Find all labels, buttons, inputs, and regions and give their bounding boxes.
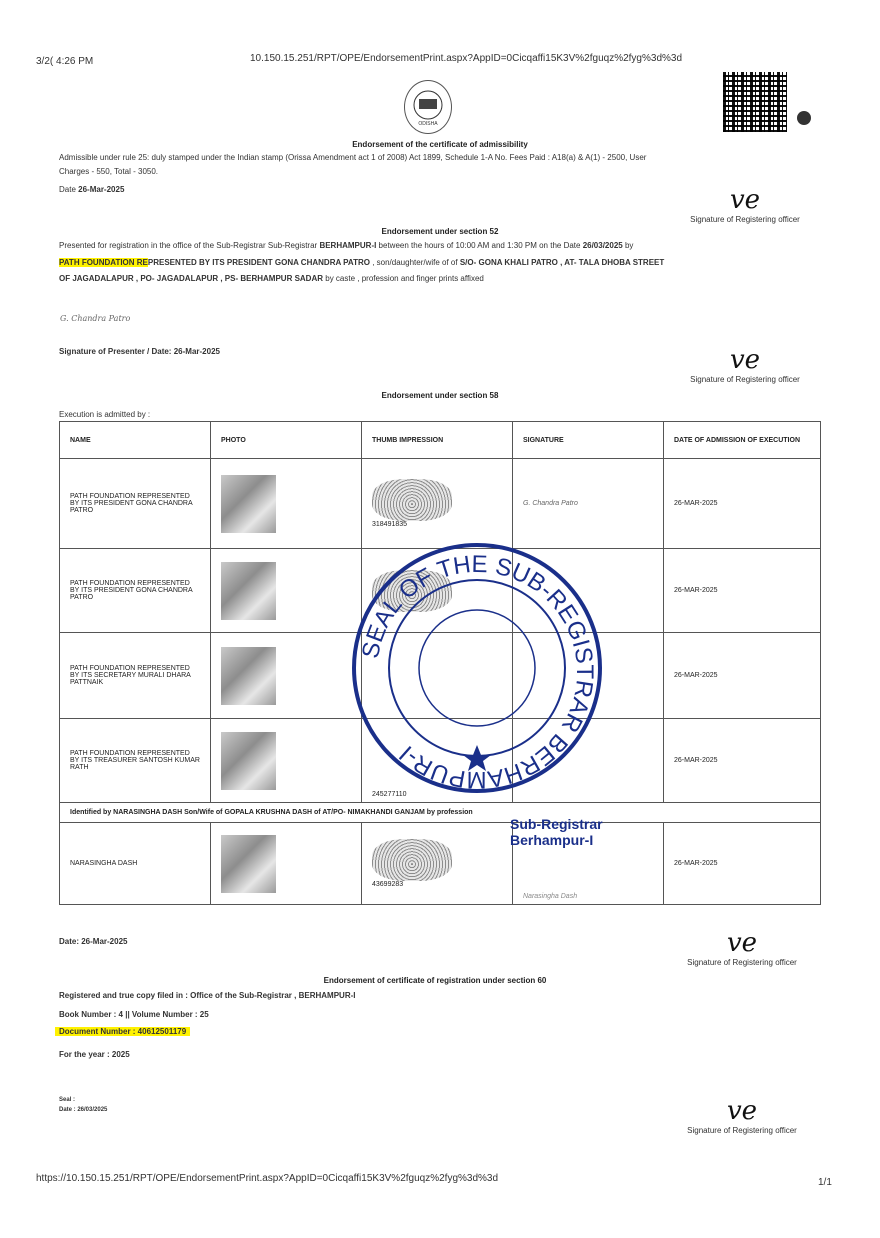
executant-photo bbox=[221, 732, 276, 790]
section52-line3: OF JAGADALAPUR , PO- JAGADALAPUR , PS- BERHAMPUR SADAR by caste , profession and finger prints affixed bbox=[59, 274, 484, 283]
section52-line1: Presented for registration in the office of the Sub-Registrar Sub-Registrar BERHAMPUR-I between the hours of 10:00 AM and 1:30 PM on the Date 26/03/2025 by bbox=[59, 241, 634, 250]
registration-year: For the year : 2025 bbox=[59, 1050, 130, 1059]
presenter-signature-label: Signature of Presenter / Date: 26-Mar-2025 bbox=[59, 347, 220, 356]
print-datetime: 3/2( 4:26 PM bbox=[36, 56, 94, 67]
seal-label: Seal : bbox=[59, 1097, 76, 1103]
footer-url: https://10.150.15.251/RPT/OPE/EndorsementPrint.aspx?AppID=0Cicqaffi15K3V%2fguqz%2fyg%3d%3d bbox=[36, 1173, 499, 1184]
identifier-photo bbox=[221, 835, 276, 893]
section58-title: Endorsement under section 58 bbox=[381, 391, 499, 400]
executant-photo bbox=[221, 647, 276, 705]
registered-filed-in: Registered and true copy filed in : Office of the Sub-Registrar , BERHAMPUR-I bbox=[59, 991, 356, 1000]
execution-admitted-label: Execution is admitted by : bbox=[59, 410, 151, 419]
table-row: NARASINGHA DASH 43699283 Narasingha Dash 26-MAR-2025 bbox=[60, 823, 821, 905]
presenter-signature: G. Chandra Patro bbox=[60, 314, 131, 323]
identified-by-row: Identified by NARASINGHA DASH Son/Wife of GOPALA KRUSHNA DASH of AT/PO- NIMAKHANDI GANJAM by profession bbox=[60, 803, 821, 823]
executant-photo bbox=[221, 562, 276, 620]
section60-title: Endorsement of certificate of registration under section 60 bbox=[323, 976, 547, 985]
print-url: 10.150.15.251/RPT/OPE/EndorsementPrint.aspx?AppID=0Cicqaffi15K3V%2fguqz%2fyg%3d%3d bbox=[250, 53, 683, 64]
section58-date: Date: 26-Mar-2025 bbox=[59, 937, 128, 946]
admissibility-date: Date 26-Mar-2025 bbox=[59, 185, 125, 194]
section52-line2: PATH FOUNDATION REPRESENTED BY ITS PRESIDENT GONA CHANDRA PATRO , son/daughter/wife of of S/O- GONA KHALI PATRO , AT- TALA DHOBA STREET bbox=[59, 258, 665, 267]
table-row: PATH FOUNDATION REPRESENTED BY ITS PRESIDENT GONA CHANDRA PATRO 26-MAR-2025 bbox=[60, 549, 821, 633]
admissibility-title: Endorsement of the certificate of admissibility bbox=[352, 140, 528, 149]
page-number: 1/1 bbox=[818, 1177, 832, 1188]
officer-signature-3: ve Signature of Registering officer bbox=[687, 928, 797, 967]
emblem-icon bbox=[404, 80, 452, 134]
admissibility-line2: Charges - 550, Total - 3050. bbox=[59, 167, 159, 176]
section52-title: Endorsement under section 52 bbox=[381, 227, 499, 236]
svg-text:SEAL OF THE SUB-REGISTRAR BERH: SEAL OF THE SUB-REGISTRAR BERHAMPUR-I bbox=[356, 550, 599, 794]
admissibility-line1: Admissible under rule 25: duly stamped under the Indian stamp (Orissa Amendment act 1 of 2008) Act 1899, Schedule 1-A No. Fees Paid : A18(a) & A(1) - 2500, User bbox=[59, 153, 647, 162]
book-volume-number: Book Number : 4 || Volume Number : 25 bbox=[59, 1010, 209, 1019]
officer-signature-2: ve Signature of Registering officer bbox=[690, 345, 800, 384]
table-row: PATH FOUNDATION REPRESENTED BY ITS TREASURER SANTOSH KUMAR RATH 245277110 26-MAR-2025 bbox=[60, 719, 821, 803]
table-row: PATH FOUNDATION REPRESENTED BY ITS PRESIDENT GONA CHANDRA PATRO 318491835 G. Chandra Patro 26-MAR-2025 bbox=[60, 459, 821, 549]
thumb-impression bbox=[372, 479, 452, 521]
registrar-stamp-text: Sub-Registrar Berhampur-I bbox=[510, 816, 603, 848]
document-number: Document Number : 40612501179 bbox=[55, 1027, 190, 1036]
officer-signature-4: ve Signature of Registering officer bbox=[687, 1096, 797, 1135]
section60-date: Date : 26/03/2025 bbox=[59, 1107, 108, 1113]
registrar-seal bbox=[345, 540, 610, 795]
thumb-impression bbox=[372, 839, 452, 881]
executant-photo bbox=[221, 475, 276, 533]
table-row: PATH FOUNDATION REPRESENTED BY ITS SECRETARY MURALI DHARA PATTNAIK 26-MAR-2025 bbox=[60, 633, 821, 719]
qr-code bbox=[723, 72, 787, 132]
officer-signature-1: ve Signature of Registering officer bbox=[690, 185, 800, 224]
table-header-row: NAME PHOTO THUMB IMPRESSION SIGNATURE DATE OF ADMISSION OF EXECUTION bbox=[60, 422, 821, 459]
svg-text:ODISHA: ODISHA bbox=[418, 121, 438, 127]
punch-hole bbox=[797, 111, 811, 125]
